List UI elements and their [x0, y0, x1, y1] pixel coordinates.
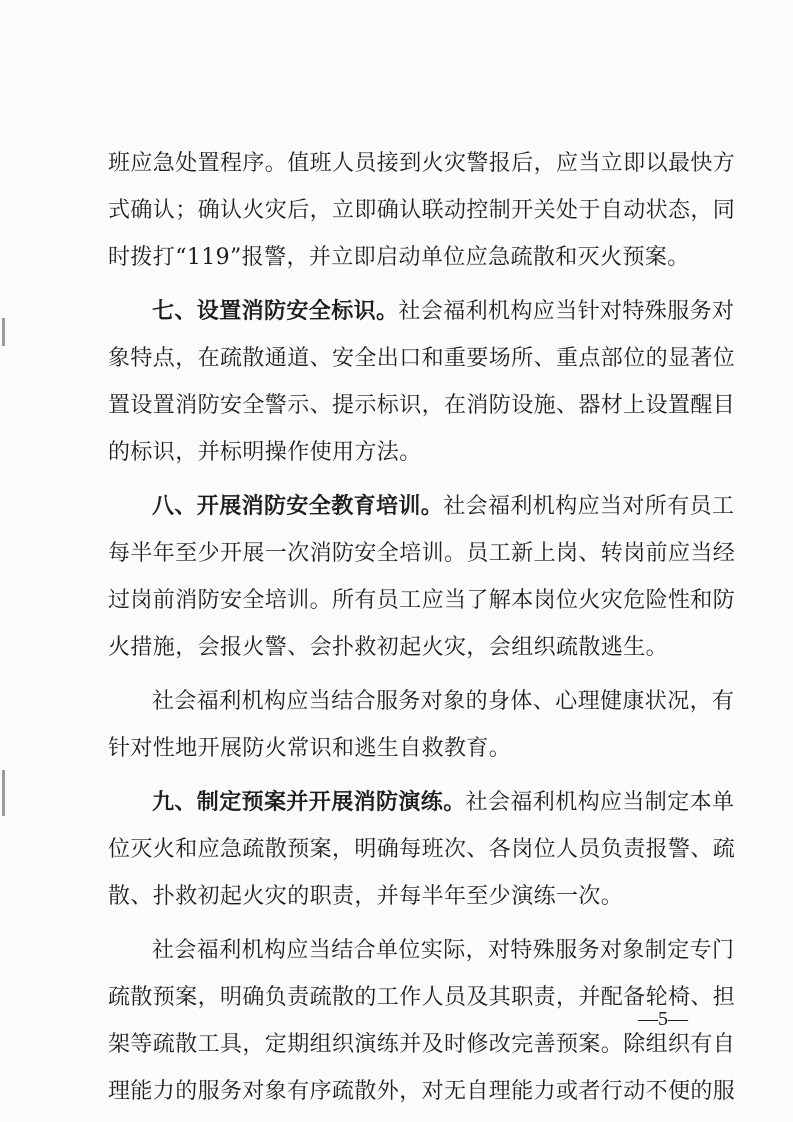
text-line: 散、扑救初起火灾的职责，并每半年至少演练一次。: [108, 884, 624, 909]
text-line: 社会福利机构应当结合服务对象的身体、心理健康状况，有: [152, 689, 735, 714]
text-line: 位灭火和应急疏散预案，明确每班次、各岗位人员负责报警、疏: [108, 837, 736, 862]
text-line: 置设置消防安全警示、提示标识，在消防设施、器材上设置醒目: [108, 393, 736, 418]
text-line: 每半年至少开展一次消防安全培训。员工新上岗、转岗前应当经: [108, 541, 736, 566]
section-heading-line: 七、设置消防安全标识。社会福利机构应当针对特殊服务对: [152, 298, 735, 324]
text-line: 过岗前消防安全培训。所有员工应当了解本岗位火灾危险性和防: [108, 588, 736, 613]
text-line: 象特点，在疏散通道、安全出口和重要场所、重点部位的显著位: [108, 346, 736, 371]
text-line: 针对性地开展防火常识和逃生自救教育。: [108, 736, 512, 761]
text-line: 架等疏散工具，定期组织演练并及时修改完善预案。除组织有自: [108, 1032, 736, 1057]
text-line: 班应急处置程序。值班人员接到火灾警报后，应当立即以最快方: [108, 151, 736, 176]
binding-mark: [2, 770, 5, 816]
text-line: 疏散预案，明确负责疏散的工作人员及其职责，并配备轮椅、担: [108, 985, 736, 1010]
text-line: 的标识，并标明操作使用方法。: [108, 440, 422, 465]
text-line: 理能力的服务对象有序疏散外，对无自理能力或者行动不便的服: [108, 1079, 736, 1104]
text-line: 时拨打“119”报警，并立即启动单位应急疏散和灭火预案。: [108, 245, 690, 270]
section-heading: 八、开展消防安全教育培训。: [152, 493, 444, 519]
text-line: 社会福利机构应当结合单位实际，对特殊服务对象制定专门: [152, 938, 735, 963]
text-line: 火措施，会报火警、会扑救初起火灾，会组织疏散逃生。: [108, 635, 669, 660]
body-text: [108, 140, 736, 1115]
section-heading-line: 八、开展消防安全教育培训。社会福利机构应当对所有员工: [152, 493, 735, 519]
section-heading: 九、制定预案并开展消防演练。: [152, 789, 466, 815]
binding-mark: [2, 318, 5, 346]
page-number: —5—: [638, 1008, 688, 1030]
text-line: 式确认；确认火灾后，立即确认联动控制开关处于自动状态，同: [108, 198, 736, 223]
section-heading-line: 九、制定预案并开展消防演练。社会福利机构应当制定本单: [152, 789, 735, 815]
section-heading: 七、设置消防安全标识。: [152, 298, 399, 324]
